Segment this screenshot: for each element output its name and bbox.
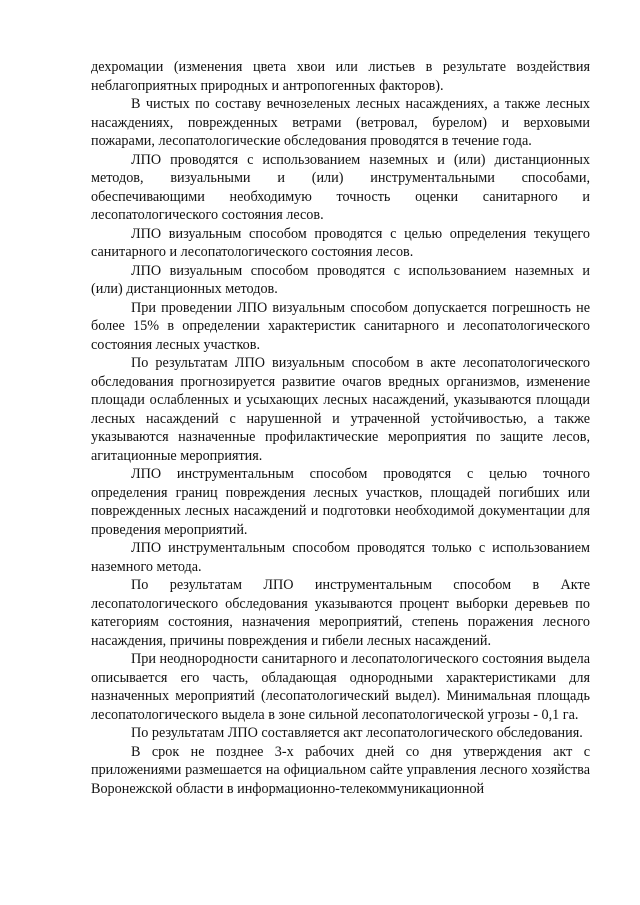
paragraph: В чистых по составу вечнозеленых лесных насаждениях, а также лесных насаждениях, поврежденных ветрами (ветровал, бурелом) и верховыми пожарами, лесопатологические обследования проводятся в течение года. <box>91 96 590 149</box>
paragraph: При проведении ЛПО визуальным способом допускается погрешность не более 15% в определении характеристик санитарного и лесопатологического состояния лесных участков. <box>91 299 590 353</box>
paragraph: По результатам ЛПО составляется акт лесопатологического обследования. <box>131 725 583 741</box>
paragraph: ЛПО визуальным способом проводятся с использованием наземных и (или) дистанционных методов. <box>91 262 590 297</box>
paragraph: ЛПО проводятся с использованием наземных и (или) дистанционных методов, визуальными и (или) инструментальными способами, обеспечивающими необходимую точность оценки санитарного и лесопатологического состояния лесов. <box>91 151 590 223</box>
paragraph: ЛПО инструментальным способом проводятся только с использованием наземного метода. <box>91 540 590 575</box>
paragraph-continuation: дехромации (изменения цвета хвои или листьев в результате воздействия неблагоприятных природных и антропогенных факторов). <box>91 59 590 94</box>
paragraph: По результатам ЛПО инструментальным способом в Акте лесопатологического обследования указываются процент выборки деревьев по категориям состояния, назначения мероприятий, степень поражения лесного насаждения, причины повреждения и гибели лесных насаждений. <box>91 577 590 649</box>
paragraph: В срок не позднее 3-х рабочих дней со дня утверждения акт с приложениями размешается на официальном сайте управления лесного хозяйства Воронежской области в информационно-телекоммуникационной <box>91 743 590 797</box>
paragraph: ЛПО визуальным способом проводятся с целью определения текущего санитарного и лесопатологического состояния лесов. <box>91 225 590 260</box>
document-body <box>91 58 590 798</box>
paragraph: ЛПО инструментальным способом проводятся с целью точного определения границ повреждения лесных участков, площадей погибших или поврежденных лесных насаждений и подготовки необходимой документации для проведения мероприятий. <box>91 466 590 538</box>
paragraph: По результатам ЛПО визуальным способом в акте лесопатологического обследования прогнозируется развитие очагов вредных организмов, изменение площади ослабленных и усыхающих лесных насаждений, указываются площади лесных насаждений с нарушенной и утраченной устойчивостью, а также указываются назначенные профилактические мероприятия по защите лесов, агитационные мероприятия. <box>91 355 590 464</box>
paragraph: При неоднородности санитарного и лесопатологического состояния выдела описывается его часть, обладающая однородными характеристиками для назначенных мероприятий (лесопатологический выдел). Минимальная площадь лесопатологического выдела в зоне сильной лесопатологической угрозы - 0,1 га. <box>91 651 590 723</box>
